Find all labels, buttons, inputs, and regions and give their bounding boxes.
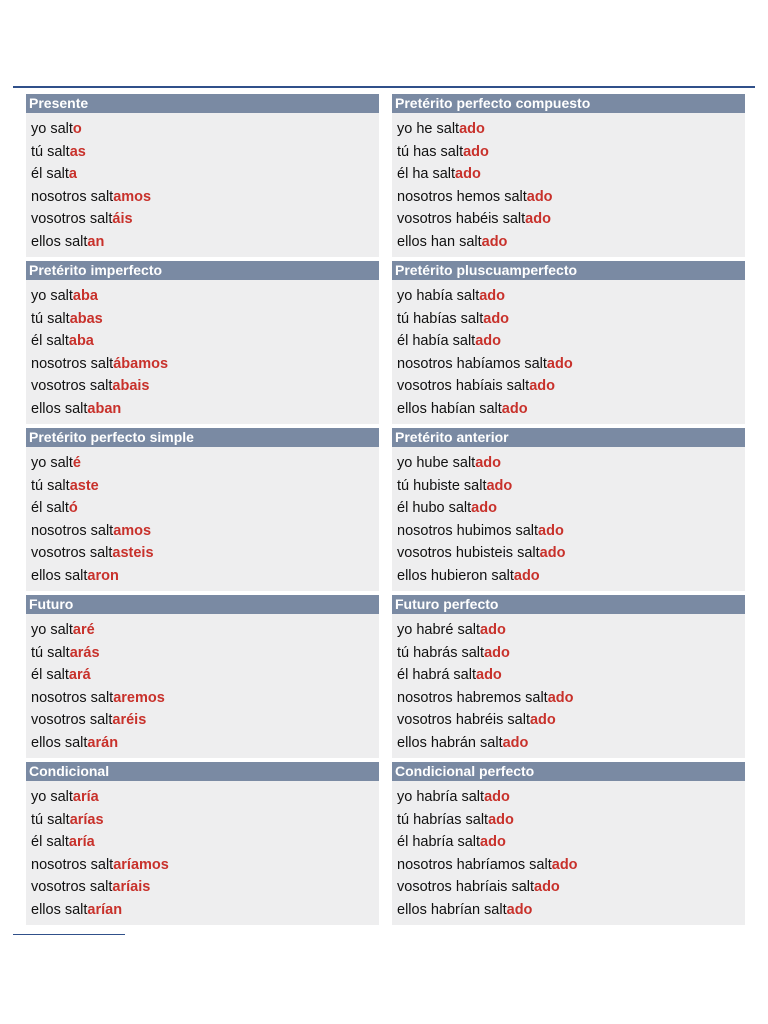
verb-ending: ado — [546, 355, 573, 372]
conjugation-row — [392, 308, 745, 331]
bottom-divider — [13, 934, 125, 935]
verb-stem: tú salt — [31, 644, 70, 661]
verb-stem: nosotros salt — [31, 689, 114, 706]
verb-ending: ábamos — [113, 355, 169, 372]
conjugation-row — [392, 876, 745, 899]
verb-ending: ado — [513, 567, 540, 584]
conjugation-row — [26, 308, 379, 331]
verb-stem: ellos han salt — [397, 233, 482, 250]
tense-block-futuro-perfecto — [392, 595, 745, 762]
verb-stem: ellos salt — [31, 233, 88, 250]
conjugation-row — [392, 542, 745, 565]
verb-ending: aste — [69, 477, 99, 494]
verb-stem: él ha salt — [397, 166, 456, 183]
conjugation-row — [26, 542, 379, 565]
conjugation-row — [26, 732, 379, 755]
verb-stem: nosotros salt — [31, 856, 114, 873]
tense-block-condicional — [26, 762, 379, 929]
conjugation-row — [392, 687, 745, 710]
verb-ending: aría — [72, 789, 99, 805]
conjugation-row — [26, 330, 379, 353]
verb-ending: ado — [529, 712, 556, 729]
verb-ending: arán — [87, 734, 119, 751]
verb-stem: ellos salt — [31, 901, 88, 918]
verb-stem: él había salt — [397, 333, 476, 350]
conjugation-row — [392, 831, 745, 854]
verb-stem: vosotros habéis salt — [397, 211, 526, 228]
top-divider — [13, 86, 755, 88]
tense-title: Presente — [26, 94, 379, 113]
verb-ending: arían — [87, 901, 123, 918]
verb-ending: aba — [72, 288, 98, 304]
verb-ending: aréis — [112, 712, 147, 729]
tense-title: Futuro — [26, 595, 379, 614]
conjugation-row — [26, 786, 379, 809]
conjugation-row — [26, 809, 379, 832]
conjugation-row — [26, 831, 379, 854]
verb-ending: aron — [87, 567, 119, 584]
conjugation-list — [392, 280, 745, 424]
verb-ending: ado — [486, 477, 513, 494]
verb-stem: vosotros habréis salt — [397, 712, 530, 729]
conjugation-row — [26, 141, 379, 164]
conjugation-row — [26, 208, 379, 231]
conjugation-row — [392, 619, 745, 642]
tense-block-futuro — [26, 595, 379, 762]
verb-stem: nosotros hemos salt — [397, 188, 527, 205]
tense-title: Pretérito pluscuamperfecto — [392, 261, 745, 280]
verb-stem: tú habías salt — [397, 310, 484, 327]
conjugation-row — [392, 141, 745, 164]
verb-stem: vosotros salt — [31, 211, 113, 228]
verb-ending: ado — [534, 879, 560, 896]
tense-title: Pretérito perfecto compuesto — [392, 94, 745, 113]
verb-stem: ellos salt — [31, 567, 88, 584]
tense-block-preterito-pluscuamperfecto — [392, 261, 745, 428]
conjugation-row — [26, 899, 379, 922]
conjugation-row — [26, 687, 379, 710]
tense-title: Condicional perfecto — [392, 762, 745, 781]
verb-ending: arías — [69, 811, 104, 828]
tense-block-presente — [26, 94, 379, 261]
verb-ending: ado — [526, 188, 553, 205]
conjugation-row — [26, 619, 379, 642]
verb-ending: ado — [502, 734, 529, 751]
conjugation-row — [26, 854, 379, 877]
verb-stem: yo hube salt — [397, 455, 476, 471]
verb-stem: él hubo salt — [397, 500, 472, 517]
conjugation-row — [392, 786, 745, 809]
verb-stem: él salt — [31, 667, 69, 684]
conjugation-list — [26, 447, 379, 591]
verb-stem: ellos salt — [31, 400, 88, 417]
verb-ending: aríamos — [113, 856, 169, 873]
verb-stem: yo he salt — [397, 121, 460, 137]
verb-stem: él salt — [31, 166, 69, 183]
conjugation-row — [26, 118, 379, 141]
verb-stem: tú hubiste salt — [397, 477, 487, 494]
conjugation-row — [26, 520, 379, 543]
verb-stem: ellos salt — [31, 734, 88, 751]
verb-stem: yo habré salt — [397, 622, 481, 638]
verb-ending: ado — [480, 834, 506, 851]
tense-title: Condicional — [26, 762, 379, 781]
verb-ending: ado — [479, 288, 506, 304]
verb-ending: asteis — [112, 545, 154, 562]
conjugation-list — [26, 781, 379, 925]
verb-ending: ado — [483, 310, 510, 327]
verb-stem: yo había salt — [397, 288, 480, 304]
verb-ending: ado — [538, 522, 564, 539]
verb-stem: vosotros salt — [31, 879, 113, 896]
verb-stem: tú has salt — [397, 143, 464, 160]
conjugation-row — [392, 186, 745, 209]
verb-stem: nosotros salt — [31, 188, 114, 205]
conjugation-row — [392, 664, 745, 687]
conjugation-row — [392, 732, 745, 755]
conjugation-row — [392, 118, 745, 141]
verb-ending: ado — [529, 378, 555, 395]
verb-stem: vosotros habíais salt — [397, 378, 530, 395]
verb-ending: as — [69, 143, 86, 160]
verb-stem: vosotros salt — [31, 378, 113, 395]
conjugation-row — [26, 664, 379, 687]
verb-stem: ellos hubieron salt — [397, 567, 514, 584]
verb-stem: nosotros hubimos salt — [397, 522, 539, 539]
tense-block-preterito-perfecto-simple — [26, 428, 379, 595]
verb-ending: ado — [525, 211, 551, 228]
verb-stem: él habrá salt — [397, 667, 476, 684]
conjugation-row — [26, 353, 379, 376]
conjugation-row — [392, 899, 745, 922]
verb-ending: an — [87, 233, 105, 250]
verb-stem: yo salt — [31, 121, 73, 137]
verb-ending: ado — [463, 143, 489, 160]
verb-ending: amos — [113, 188, 152, 205]
verb-ending: abais — [112, 378, 150, 395]
verb-ending: ado — [501, 400, 528, 417]
verb-ending: a — [68, 166, 77, 183]
verb-stem: vosotros salt — [31, 545, 113, 562]
conjugation-list — [392, 614, 745, 758]
verb-ending: ado — [551, 856, 578, 873]
verb-ending: ado — [475, 455, 501, 471]
verb-stem: vosotros salt — [31, 712, 113, 729]
left-column — [26, 94, 379, 929]
verb-ending: é — [72, 455, 81, 471]
conjugation-row — [392, 163, 745, 186]
verb-ending: ado — [506, 901, 533, 918]
verb-ending: ado — [480, 622, 506, 638]
verb-stem: nosotros habríamos salt — [397, 856, 552, 873]
verb-ending: aré — [72, 622, 95, 638]
tense-block-preterito-imperfecto — [26, 261, 379, 428]
verb-ending: ará — [68, 667, 91, 684]
verb-ending: aríais — [112, 879, 151, 896]
verb-ending: ado — [484, 789, 510, 805]
tense-block-condicional-perfecto — [392, 762, 745, 929]
verb-stem: él salt — [31, 500, 69, 517]
verb-ending: ado — [539, 545, 566, 562]
verb-stem: tú habrías salt — [397, 811, 489, 828]
verb-stem: yo habría salt — [397, 789, 485, 805]
verb-ending: ado — [455, 166, 481, 183]
verb-stem: tú habrás salt — [397, 644, 485, 661]
conjugation-row — [26, 163, 379, 186]
conjugation-row — [26, 876, 379, 899]
verb-stem: él habría salt — [397, 834, 481, 851]
conjugation-row — [26, 709, 379, 732]
verb-stem: nosotros salt — [31, 522, 114, 539]
verb-stem: ellos habrán salt — [397, 734, 503, 751]
verb-ending: ado — [484, 644, 510, 661]
verb-ending: áis — [112, 211, 133, 228]
verb-stem: tú salt — [31, 477, 70, 494]
verb-stem: él salt — [31, 834, 69, 851]
conjugation-row — [26, 475, 379, 498]
conjugation-row — [392, 452, 745, 475]
verb-ending: ado — [459, 121, 485, 137]
verb-ending: aremos — [113, 689, 165, 706]
right-column — [392, 94, 745, 929]
conjugation-row — [392, 809, 745, 832]
conjugation-list — [26, 614, 379, 758]
conjugation-row — [26, 642, 379, 665]
verb-stem: tú salt — [31, 811, 70, 828]
verb-stem: vosotros habríais salt — [397, 879, 535, 896]
verb-ending: ado — [475, 333, 501, 350]
conjugation-row — [392, 398, 745, 421]
conjugation-row — [26, 497, 379, 520]
conjugation-row — [392, 565, 745, 588]
conjugation-row — [392, 231, 745, 254]
conjugation-list — [26, 113, 379, 257]
verb-stem: nosotros habíamos salt — [397, 355, 547, 372]
verb-stem: él salt — [31, 333, 69, 350]
conjugation-row — [26, 565, 379, 588]
verb-ending: o — [72, 121, 82, 137]
verb-stem: yo salt — [31, 455, 73, 471]
conjugation-row — [392, 709, 745, 732]
conjugation-row — [392, 497, 745, 520]
verb-stem: vosotros hubisteis salt — [397, 545, 540, 562]
verb-stem: tú salt — [31, 310, 70, 327]
conjugation-row — [392, 475, 745, 498]
conjugation-list — [392, 781, 745, 925]
conjugation-row — [392, 520, 745, 543]
verb-ending: aría — [68, 834, 95, 851]
conjugation-row — [392, 285, 745, 308]
conjugation-row — [392, 375, 745, 398]
verb-stem: ellos habían salt — [397, 400, 502, 417]
verb-stem: yo salt — [31, 288, 73, 304]
conjugation-row — [392, 208, 745, 231]
conjugation-row — [392, 330, 745, 353]
verb-ending: ado — [476, 667, 502, 684]
verb-ending: ado — [481, 233, 508, 250]
verb-stem: tú salt — [31, 143, 70, 160]
verb-stem: ellos habrían salt — [397, 901, 507, 918]
conjugation-row — [392, 854, 745, 877]
conjugation-list — [26, 280, 379, 424]
verb-stem: yo salt — [31, 789, 73, 805]
conjugation-row — [26, 452, 379, 475]
tense-block-preterito-anterior — [392, 428, 745, 595]
tense-title: Pretérito perfecto simple — [26, 428, 379, 447]
verb-stem: yo salt — [31, 622, 73, 638]
verb-ending: ado — [547, 689, 574, 706]
conjugation-row — [26, 398, 379, 421]
conjugation-row — [26, 231, 379, 254]
conjugation-row — [26, 285, 379, 308]
verb-ending: aba — [68, 333, 94, 350]
tense-title: Futuro perfecto — [392, 595, 745, 614]
tense-title: Pretérito imperfecto — [26, 261, 379, 280]
conjugation-row — [26, 186, 379, 209]
verb-stem: nosotros habremos salt — [397, 689, 548, 706]
conjugation-row — [392, 353, 745, 376]
verb-ending: arás — [69, 644, 100, 661]
verb-ending: aban — [87, 400, 122, 417]
verb-stem: nosotros salt — [31, 355, 114, 372]
conjugation-list — [392, 447, 745, 591]
verb-ending: ado — [471, 500, 497, 517]
verb-ending: amos — [113, 522, 152, 539]
conjugation-row — [392, 642, 745, 665]
verb-ending: ado — [488, 811, 514, 828]
tense-title: Pretérito anterior — [392, 428, 745, 447]
verb-ending: ó — [68, 500, 78, 517]
conjugation-row — [26, 375, 379, 398]
tense-block-preterito-perfecto-compuesto — [392, 94, 745, 261]
conjugation-list — [392, 113, 745, 257]
verb-ending: abas — [69, 310, 103, 327]
